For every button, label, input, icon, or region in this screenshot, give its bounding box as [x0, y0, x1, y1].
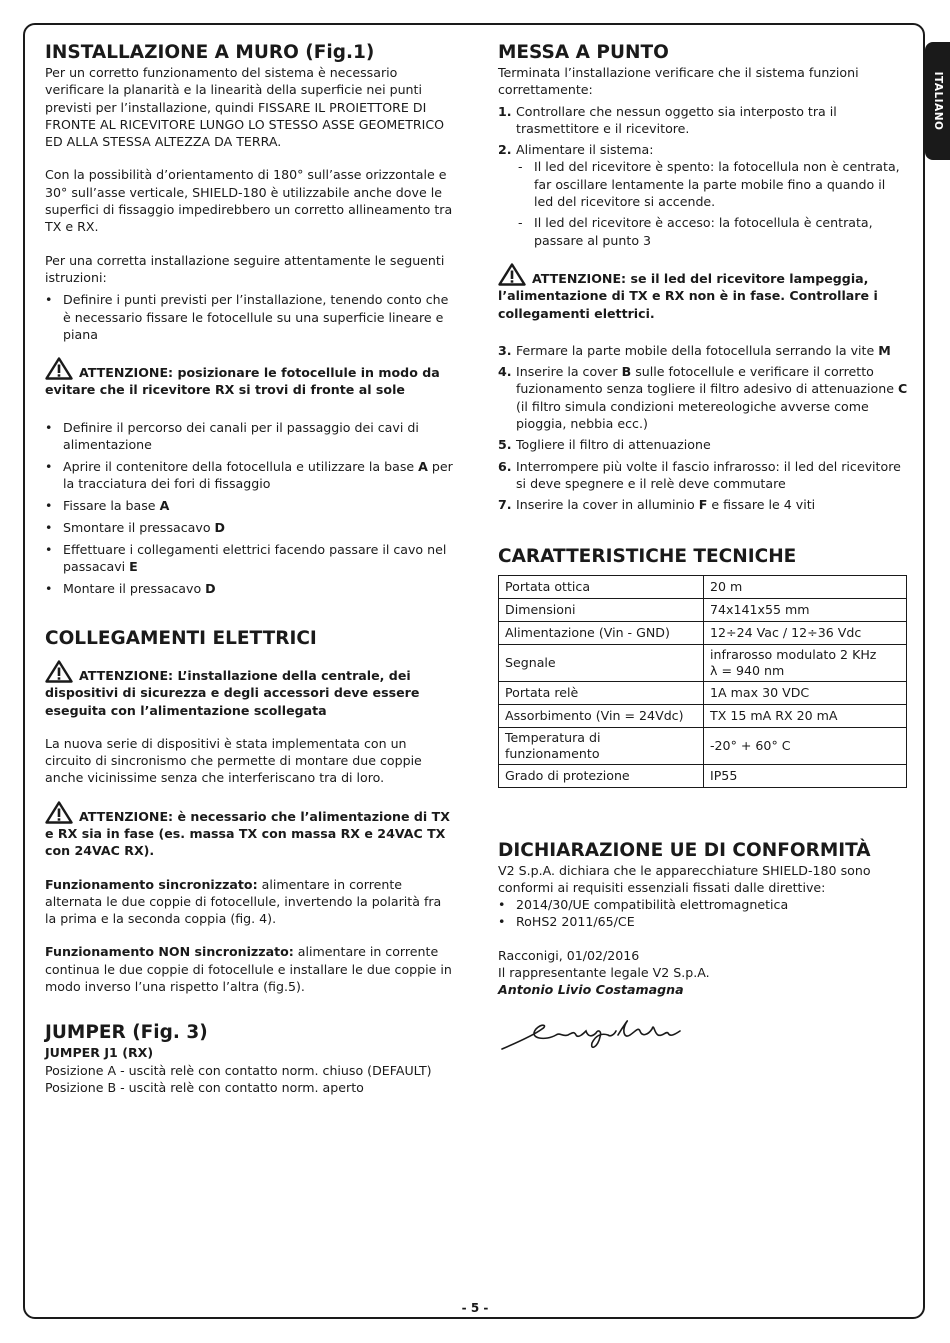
messa-title: MESSA A PUNTO	[498, 42, 669, 63]
funzionamento-sincronizzato: Funzionamento sincronizzato: alimentare in corrente alternata le due coppie di fotocellule, invertendo la polarità fra la prima e la seconda coppia (fig. 4).	[45, 876, 442, 927]
list-item: • Aprire il contenitore della fotocellula e utilizzare la base A per la tracciatura dei fori di fissaggio	[45, 458, 455, 493]
page-number: - 5 -	[461, 1301, 489, 1315]
messa-intro: Terminata l’installazione verificare che il sistema funzioni correttamente:	[498, 65, 859, 98]
installazione-bullets	[45, 291, 455, 343]
table-row: Portata ottica 20 m	[499, 575, 907, 598]
dichiarazione-title: DICHIARAZIONE UE DI CONFORMITÀ	[498, 839, 871, 861]
warning-text: ATTENZIONE: è necessario che l’alimentazione di TX e RX sia in fase (es. massa TX con massa RX e 24VAC TX con 24VAC RX).	[45, 808, 450, 859]
messa-steps-a	[498, 103, 908, 249]
installazione-p1: Per un corretto funzionamento del sistema è necessario verificare la planarità e la linearità della superficie nei punti previsti per l’installazione, quindi FISSARE IL PROIETTORE DI FRONTE AL RICEVITORE LUNGO LO STESSO ASSE GEOMETRICO ED ALLA STESSA ALTEZZA DA TERRA.	[45, 65, 445, 150]
table-row: Portata relè 1A max 30 VDC	[499, 681, 907, 704]
spec-table	[498, 575, 907, 788]
dichiarazione-list	[498, 896, 908, 931]
funzionamento-non-sincronizzato: Funzionamento NON sincronizzato: alimentare in corrente continua le due coppie di fotocellule e installare le due coppie in modo inverso l’una rispetto l’altra (fig.5).	[45, 944, 452, 995]
collegamenti-warning-1	[45, 660, 455, 719]
warning-icon	[498, 263, 526, 286]
warning-icon	[45, 801, 73, 824]
list-item: 1. Controllare che nessun oggetto sia interposto tra il trasmettitore e il ricevitore.	[498, 103, 837, 136]
warning-text: ATTENZIONE: L’installazione della centrale, dei dispositivi di sicurezza e degli accessori deve essere eseguita con l’alimentazione scollegata	[45, 667, 420, 718]
list-item: • Montare il pressacavo D	[45, 580, 455, 597]
list-item: • Fissare la base A	[45, 497, 455, 514]
right-column	[498, 42, 908, 1062]
collegamenti-warning-2	[45, 801, 455, 860]
signatory-name: Antonio Livio Costamagna	[498, 982, 684, 998]
left-column	[45, 42, 455, 1096]
table-row: Alimentazione (Vin - GND) 12÷24 Vac / 12÷36 Vdc	[499, 621, 907, 644]
jumper-subtitle: JUMPER J1 (RX)	[45, 1045, 154, 1061]
jumper-title: JUMPER (Fig. 3)	[45, 1022, 208, 1044]
collegamenti-title: COLLEGAMENTI ELETTRICI	[45, 627, 317, 649]
list-item: • 2014/30/UE compatibilità elettromagnetica	[498, 896, 908, 913]
language-tab	[925, 42, 950, 160]
warning-icon	[45, 357, 73, 380]
list-item: 4. Inserire la cover B sulle fotocellule e verificare il corretto fuzionamento senza togliere il filtro adesivo di attenuazione C (il filtro simula condizioni metereologiche avverse come pioggia, nebbia ecc.)	[498, 364, 908, 432]
list-item: 2. Alimentare il sistema: - Il led del ricevitore è spento: la fotocellula non è centrata, far oscillare lentamente la parte mobile fino a quando il led del ricevitore si accende. - Il led del ricevitore è acceso: la fotocellula è centrata, passare al punto 3	[498, 141, 908, 249]
list-item: • RoHS2 2011/65/CE	[498, 913, 908, 930]
caratteristiche-title: CARATTERISTICHE TECNICHE	[498, 545, 797, 567]
list-item: • Smontare il pressacavo D	[45, 519, 455, 536]
list-item: 5. Togliere il filtro di attenuazione	[498, 437, 711, 453]
table-row: Temperatura di funzionamento -20° + 60° C	[499, 727, 907, 764]
warning-icon	[45, 660, 73, 683]
dichiarazione-intro: V2 S.p.A. dichiara che le apparecchiature SHIELD-180 sono conformi ai requisiti essenziali fissati dalle direttive:	[498, 862, 871, 895]
list-item: 7. Inserire la cover in alluminio F e fissare le 4 viti	[498, 497, 816, 513]
signature	[498, 1013, 688, 1058]
list-item: 6. Interrompere più volte il fascio infrarosso: il led del ricevitore si deve spegnere e il relè deve commutare	[498, 458, 901, 491]
warning-text: ATTENZIONE: posizionare le fotocellule in modo da evitare che il ricevitore RX si trovi di fronte al sole	[45, 365, 440, 398]
jumper-line-1: Posizione A - uscità relè con contatto norm. chiuso (DEFAULT)	[45, 1062, 432, 1078]
messa-steps-b	[498, 342, 908, 514]
list-item: 3. Fermare la parte mobile della fotocellula serrando la vite M	[498, 342, 891, 358]
installazione-title: INSTALLAZIONE A MURO (Fig.1)	[45, 42, 375, 63]
list-item: - Il led del ricevitore è acceso: la fotocellula è centrata, passare al punto 3	[516, 214, 908, 249]
messa-sub-list	[516, 158, 908, 248]
place-date: Racconigi, 01/02/2016	[498, 947, 640, 963]
legal-representative: Il rappresentante legale V2 S.p.A.	[498, 965, 710, 981]
table-row: Assorbimento (Vin = 24Vdc) TX 15 mA RX 20 mA	[499, 704, 907, 727]
table-row: Dimensioni 74x141x55 mm	[499, 598, 907, 621]
collegamenti-p1: La nuova serie di dispositivi è stata implementata con un circuito di sincronismo che permette di montare due coppie anche vicinissime senza che interferiscano tra di loro.	[45, 735, 422, 786]
list-item: • Definire il percorso dei canali per il passaggio dei cavi di alimentazione	[45, 419, 455, 454]
installazione-p3: Per una corretta installazione seguire attentamente le seguenti istruzioni:	[45, 252, 445, 285]
list-item: - Il led del ricevitore è spento: la fotocellula non è centrata, far oscillare lentamente la parte mobile fino a quando il led del ricevitore si accende.	[516, 158, 908, 210]
messa-warning	[498, 263, 908, 322]
jumper-line-2: Posizione B - uscità relè con contatto norm. aperto	[45, 1079, 364, 1095]
language-tab-label: ITALIANO	[931, 71, 944, 131]
table-row: Segnale infrarosso modulato 2 KHz λ = 940 nm	[499, 644, 907, 681]
warning-text: ATTENZIONE: se il led del ricevitore lampeggia, l’alimentazione di TX e RX non è in fase. Controllare i collegamenti elettrici.	[498, 270, 878, 321]
list-item: • Effettuare i collegamenti elettrici facendo passare il cavo nel passacavi E	[45, 541, 455, 576]
list-item: • Definire i punti previsti per l’installazione, tenendo conto che è necessario fissare le fotocellule su una superficie lineare e piana	[45, 291, 455, 343]
installazione-steps	[45, 419, 455, 597]
installazione-warning	[45, 357, 455, 399]
table-row: Grado di protezione IP55	[499, 764, 907, 787]
installazione-p2: Con la possibilità d’orientamento di 180° sull’asse orizzontale e 30° sull’asse verticale, SHIELD-180 è utilizzabile anche dove le superfici di fissaggio impedirebbero un corretto allineamento tra TX e RX.	[45, 167, 453, 235]
